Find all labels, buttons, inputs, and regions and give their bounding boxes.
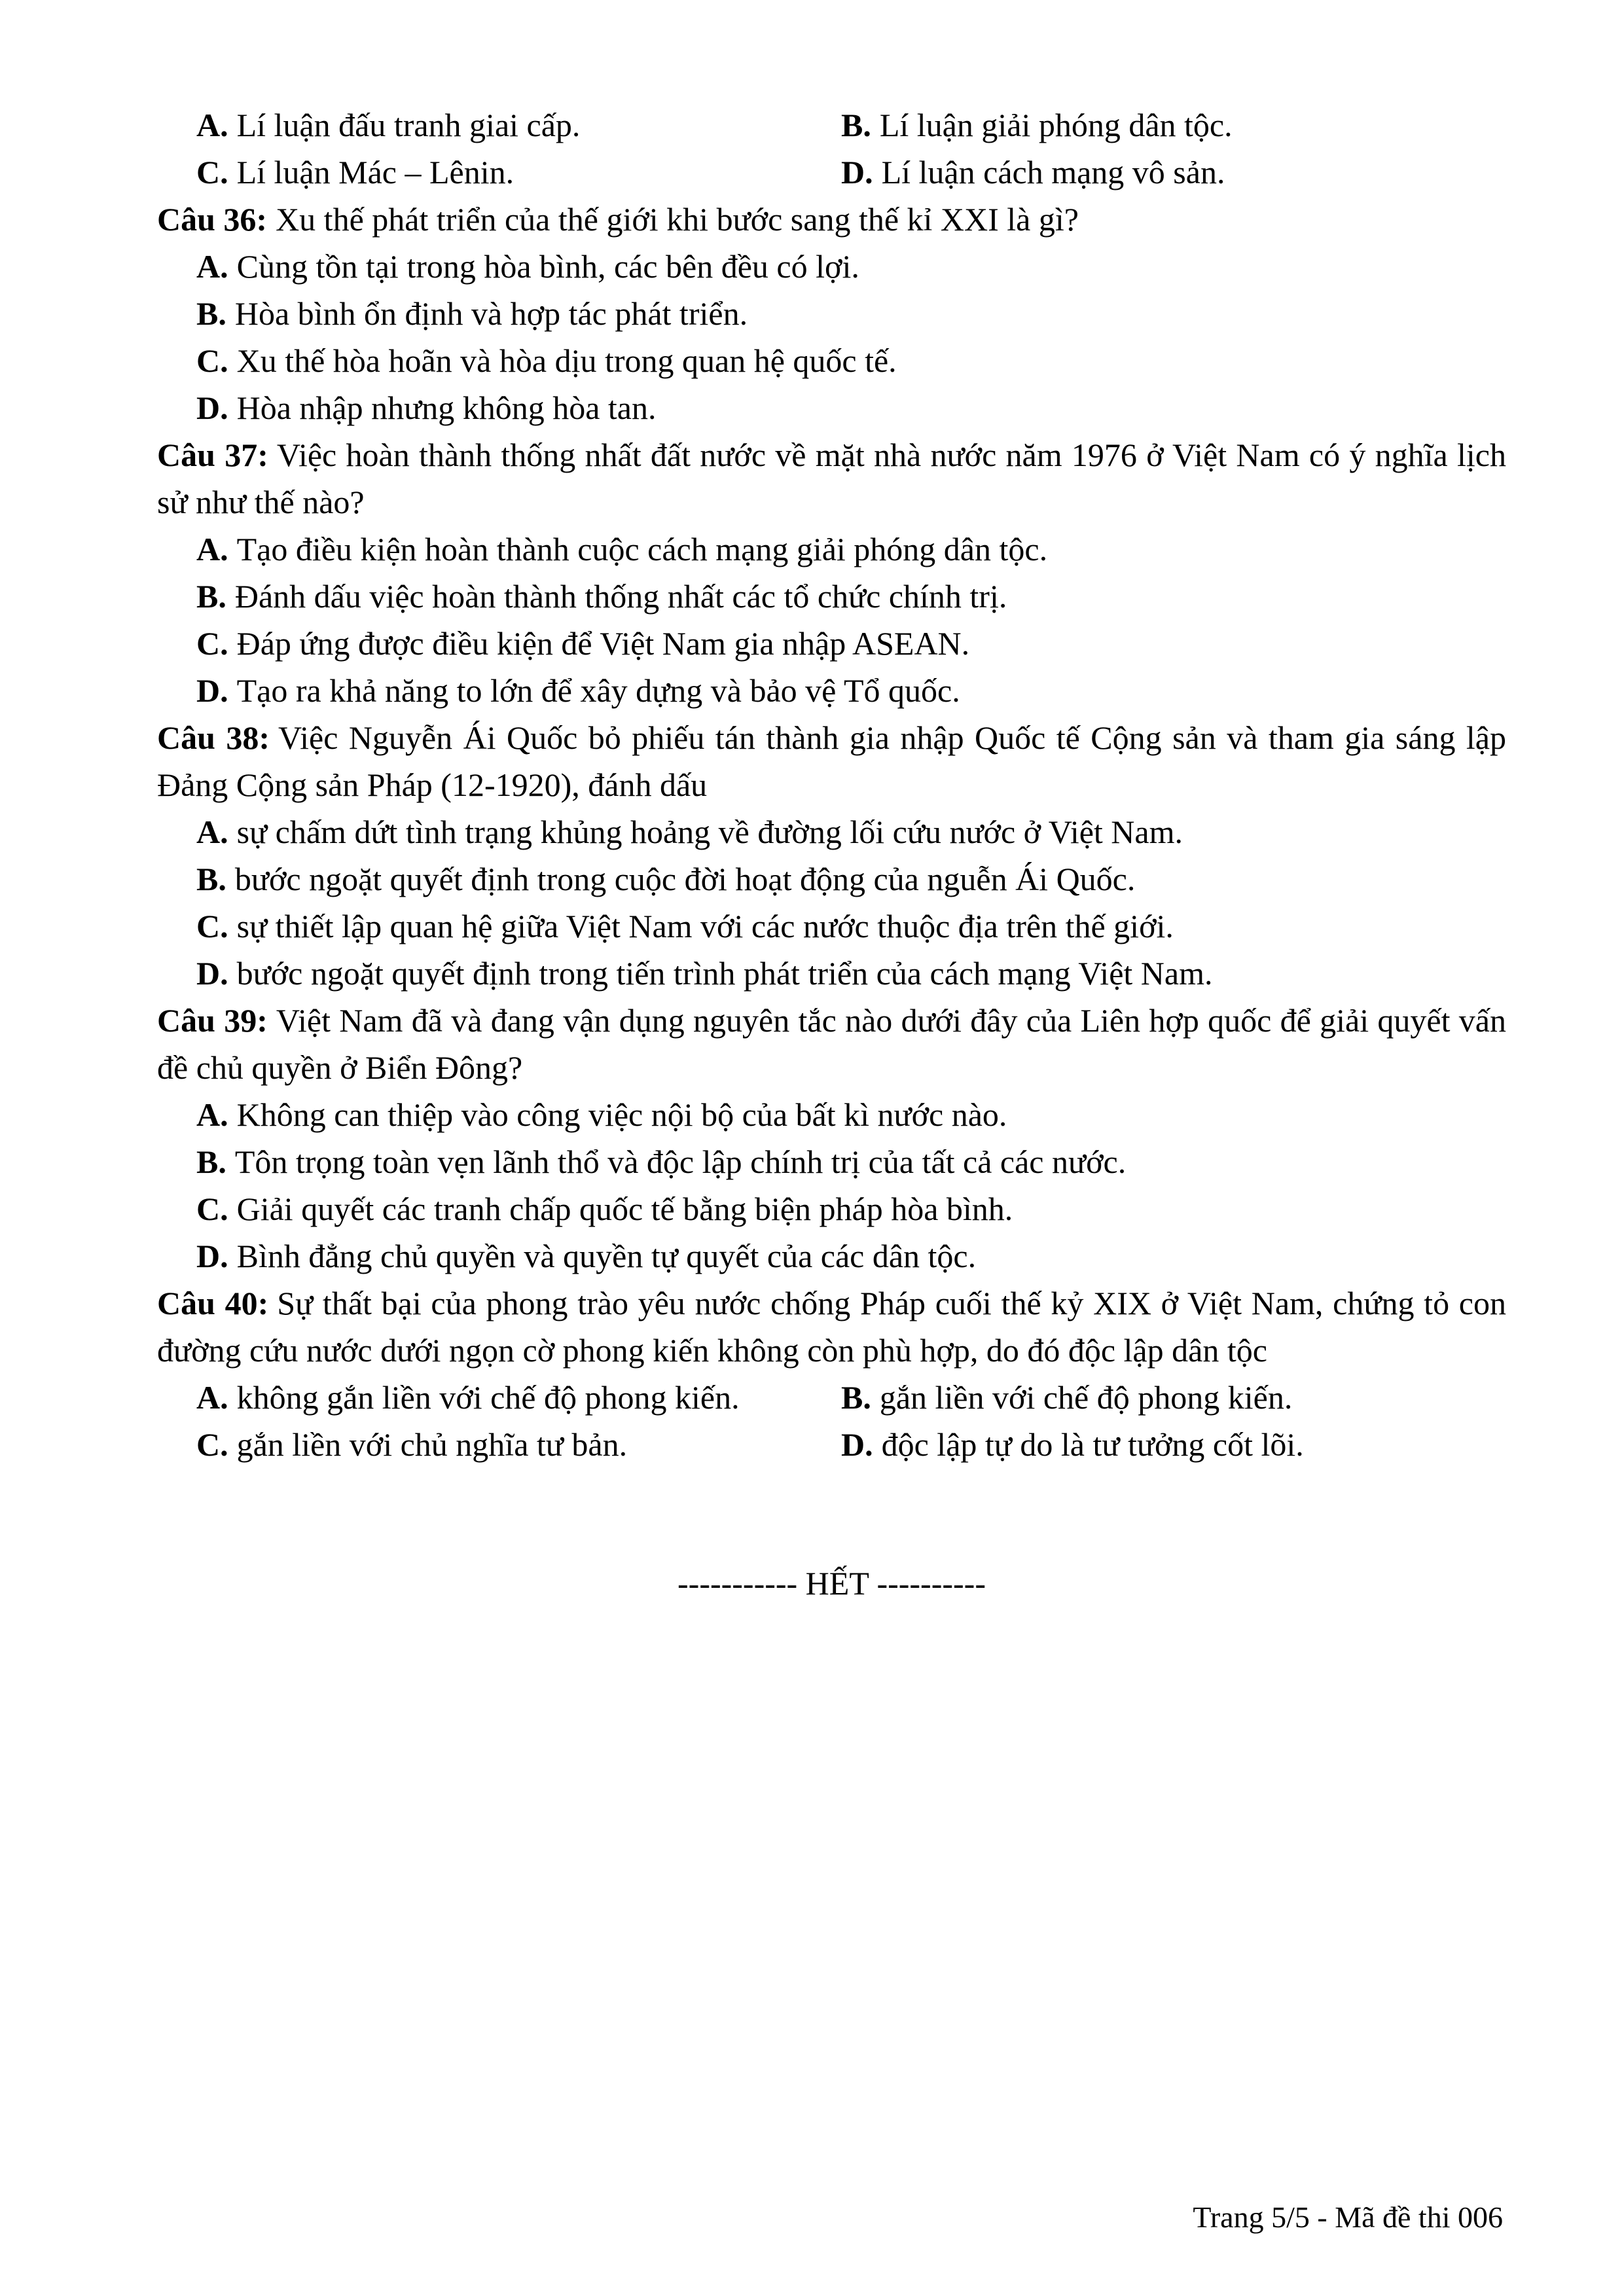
option-text: sự chấm dứt tình trạng khủng hoảng về đường lối cứu nước ở Việt Nam.	[236, 814, 1183, 850]
option-letter: B.	[196, 861, 226, 897]
option-letter: A.	[196, 1096, 228, 1133]
option-b	[841, 1374, 1506, 1421]
page-footer: Trang 5/5 - Mã đề thi 006	[1193, 2200, 1503, 2234]
option-text: Không can thiệp vào công việc nội bộ của bất kì nước nào.	[236, 1096, 1007, 1133]
option-b	[157, 855, 1506, 903]
option-c	[196, 1421, 841, 1468]
option-letter: D.	[196, 389, 228, 426]
option-d	[157, 384, 1506, 431]
option-letter: B.	[196, 578, 226, 615]
option-letter: B.	[841, 107, 871, 143]
question-stem	[157, 196, 1506, 243]
option-letter: B.	[196, 1143, 226, 1180]
option-b	[841, 101, 1506, 149]
option-text: Xu thế hòa hoãn và hòa dịu trong quan hệ quốc tế.	[236, 342, 897, 379]
question-text: Việc hoàn thành thống nhất đất nước về mặt nhà nước năm 1976 ở Việt Nam có ý nghĩa lịch sử như thế nào?	[157, 437, 1506, 520]
option-c	[157, 337, 1506, 384]
question-text: Việc Nguyễn Ái Quốc bỏ phiếu tán thành gia nhập Quốc tế Cộng sản và tham gia sáng lập Đảng Cộng sản Pháp (12-1920), đánh dấu	[157, 719, 1506, 803]
option-c	[157, 620, 1506, 667]
question-38	[157, 714, 1506, 997]
question-number: Câu 36:	[157, 201, 268, 238]
option-a	[196, 101, 841, 149]
orphan-option-row-2	[157, 149, 1506, 196]
option-d	[157, 1232, 1506, 1280]
option-text: Tạo điều kiện hoàn thành cuộc cách mạng giải phóng dân tộc.	[236, 531, 1048, 567]
option-d	[841, 149, 1506, 196]
option-letter: C.	[196, 1191, 228, 1227]
option-b	[157, 1138, 1506, 1185]
option-a	[157, 243, 1506, 290]
option-text: gắn liền với chế độ phong kiến.	[879, 1379, 1293, 1416]
option-text: Bình đẳng chủ quyền và quyền tự quyết của các dân tộc.	[236, 1238, 977, 1274]
question-stem	[157, 997, 1506, 1091]
option-letter: D.	[841, 1426, 873, 1463]
option-letter: B.	[841, 1379, 871, 1416]
question-number: Câu 40:	[157, 1285, 269, 1321]
option-text: Đánh dấu việc hoàn thành thống nhất các tổ chức chính trị.	[234, 578, 1007, 615]
option-letter: A.	[196, 248, 228, 285]
option-c	[157, 1185, 1506, 1232]
orphan-option-row-1	[157, 101, 1506, 149]
option-text: Đáp ứng được điều kiện để Việt Nam gia nhập ASEAN.	[236, 625, 970, 662]
option-a	[196, 1374, 841, 1421]
question-39	[157, 997, 1506, 1280]
option-letter: A.	[196, 531, 228, 567]
question-stem	[157, 714, 1506, 808]
option-a	[157, 808, 1506, 855]
option-text: Tôn trọng toàn vẹn lãnh thổ và độc lập chính trị của tất cả các nước.	[234, 1143, 1127, 1180]
option-b	[157, 573, 1506, 620]
option-text: bước ngoặt quyết định trong tiến trình phát triển của cách mạng Việt Nam.	[236, 955, 1213, 992]
option-text: bước ngoặt quyết định trong cuộc đời hoạt động của nguễn Ái Quốc.	[234, 861, 1136, 897]
question-stem	[157, 1280, 1506, 1374]
option-text: độc lập tự do là tư tưởng cốt lõi.	[881, 1426, 1304, 1463]
option-text: không gắn liền với chế độ phong kiến.	[236, 1379, 740, 1416]
option-letter: A.	[196, 814, 228, 850]
option-letter: C.	[196, 154, 228, 190]
option-letter: D.	[196, 955, 228, 992]
option-letter: D.	[841, 154, 873, 190]
option-text: Hòa nhập nhưng không hòa tan.	[236, 389, 657, 426]
option-text: Giải quyết các tranh chấp quốc tế bằng biện pháp hòa bình.	[236, 1191, 1013, 1227]
option-d	[157, 950, 1506, 997]
option-text: Lí luận cách mạng vô sản.	[881, 154, 1225, 190]
question-text: Sự thất bại của phong trào yêu nước chống Pháp cuối thế kỷ XIX ở Việt Nam, chứng tỏ con đường cứu nước dưới ngọn cờ phong kiến không còn phù hợp, do đó độc lập dân tộc	[157, 1285, 1506, 1369]
option-a	[157, 1091, 1506, 1138]
option-a	[157, 526, 1506, 573]
option-text: sự thiết lập quan hệ giữa Việt Nam với các nước thuộc địa trên thế giới.	[236, 908, 1174, 944]
option-d	[841, 1421, 1506, 1468]
option-letter: C.	[196, 342, 228, 379]
option-text: Cùng tồn tại trong hòa bình, các bên đều có lợi.	[236, 248, 859, 285]
option-row-ab	[157, 1374, 1506, 1421]
exam-content	[157, 101, 1506, 1607]
option-letter: C.	[196, 625, 228, 662]
question-36	[157, 196, 1506, 431]
option-c	[196, 149, 841, 196]
option-text: Tạo ra khả năng to lớn để xây dựng và bảo vệ Tổ quốc.	[236, 672, 960, 709]
option-text: Lí luận đấu tranh giai cấp.	[236, 107, 581, 143]
option-row-cd	[157, 1421, 1506, 1468]
question-number: Câu 38:	[157, 719, 270, 756]
option-letter: A.	[196, 1379, 228, 1416]
option-b	[157, 290, 1506, 337]
option-letter: D.	[196, 1238, 228, 1274]
question-40	[157, 1280, 1506, 1468]
question-number: Câu 39:	[157, 1002, 268, 1039]
option-d	[157, 667, 1506, 714]
option-letter: A.	[196, 107, 228, 143]
question-text: Việt Nam đã và đang vận dụng nguyên tắc nào dưới đây của Liên hợp quốc để giải quyết vấn đề chủ quyền ở Biển Đông?	[157, 1002, 1506, 1086]
end-of-exam-marker: ----------- HẾT ----------	[677, 1565, 986, 1602]
option-text: gắn liền với chủ nghĩa tư bản.	[236, 1426, 628, 1463]
question-number: Câu 37:	[157, 437, 268, 473]
option-text: Lí luận Mác – Lênin.	[236, 154, 514, 190]
option-text: Lí luận giải phóng dân tộc.	[879, 107, 1233, 143]
option-letter: C.	[196, 908, 228, 944]
option-letter: D.	[196, 672, 228, 709]
option-c	[157, 903, 1506, 950]
question-37	[157, 431, 1506, 714]
option-letter: C.	[196, 1426, 228, 1463]
question-text: Xu thế phát triển của thế giới khi bước sang thế kỉ XXI là gì?	[276, 201, 1079, 238]
option-text: Hòa bình ổn định và hợp tác phát triển.	[234, 295, 748, 332]
question-stem	[157, 431, 1506, 526]
option-letter: B.	[196, 295, 226, 332]
